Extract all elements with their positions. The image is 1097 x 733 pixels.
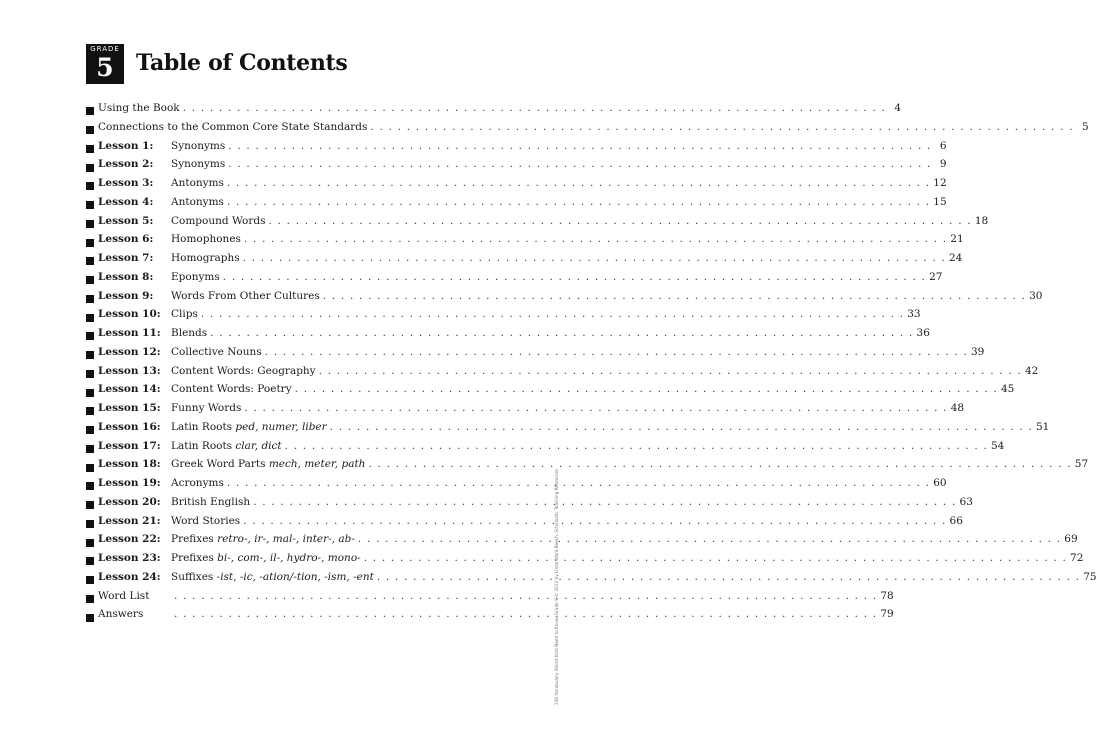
toc-entry-title-text: Collective Nouns	[171, 345, 262, 358]
toc-entry-title	[171, 383, 292, 395]
grade-number: 5	[96, 53, 114, 82]
leader-dots: . . . . . . . . . . . . . . . . . . . . . . . . . . . . . . . . . . . . . . . . . . . . . . . . . . . . . . . . . . . . . . . . . . . . . . . . . . . . . .	[174, 608, 878, 621]
toc-entry-title-text: Blends	[171, 327, 208, 339]
toc-entry-title-text: Antonyms	[171, 177, 224, 189]
leader-dots: . . . . . . . . . . . . . . . . . . . . . . . . . . . . . . . . . . . . . . . . . . . . . . . . . . . . . . . . . . . . . . . . . . . . . . . . . . . . . .	[244, 402, 948, 414]
toc-lesson-row	[86, 195, 947, 215]
toc-page-number: 30	[1029, 289, 1043, 302]
leader-dots: . . . . . . . . . . . . . . . . . . . . . . . . . . . . . . . . . . . . . . . . . . . . . . . . . . . . . . . . . . . . . . . . . . . . . . . . . . . . . .	[268, 214, 972, 227]
toc-lesson-row	[86, 139, 947, 159]
leader-dots: . . . . . . . . . . . . . . . . . . . . . . . . . . . . . . . . . . . . . . . . . . . . . . . . . . . . . . . . . . . . . . . . . . . . . . . . . . . . . .	[357, 533, 1062, 546]
toc-entry-title-text: British English	[171, 495, 251, 508]
toc-entry-title-text: Suffixes	[171, 570, 217, 583]
toc-page-number: 12	[933, 177, 947, 189]
toc-entry-label: Lesson 22:	[98, 533, 161, 546]
square-bullet-icon	[86, 314, 94, 322]
leader-dots: . . . . . . . . . . . . . . . . . . . . . . . . . . . . . . . . . . . . . . . . . . . . . . . . . . . . . . . . . . . . . . . . . . . . . . . . . . . . . .	[242, 252, 946, 264]
toc-entry-title	[171, 308, 198, 320]
toc-entry-label: Lesson 17:	[98, 439, 161, 452]
square-bullet-icon	[86, 520, 94, 528]
leader-dots: . . . . . . . . . . . . . . . . . . . . . . . . . . . . . . . . . . . . . . . . . . . . . . . . . . . . . . . . . . . . . . . . . . . . . . . . . . . . . .	[210, 327, 914, 339]
page-title: Table of Contents	[136, 50, 348, 76]
toc-page-number: 5	[1082, 120, 1089, 133]
toc-page-number: 33	[907, 308, 921, 321]
toc-lesson-row	[86, 308, 921, 327]
leader-dots: . . . . . . . . . . . . . . . . . . . . . . . . . . . . . . . . . . . . . . . . . . . . . . . . . . . . . . . . . . . . . . . . . . . . . . . . . . . . . .	[264, 345, 968, 358]
square-bullet-icon	[86, 107, 94, 115]
toc-entry-title-text: Homographs	[171, 252, 240, 264]
toc-lesson-row	[86, 345, 985, 365]
leader-dots: . . . . . . . . . . . . . . . . . . . . . . . . . . . . . . . . . . . . . . . . . . . . . . . . . . . . . . . . . . . . . . . . . . . . . . . . . . . . . .	[228, 158, 932, 171]
toc-page-number: 51	[1036, 420, 1050, 433]
square-bullet-icon	[86, 407, 94, 415]
toc-entry-title	[171, 365, 316, 377]
grade-badge	[86, 44, 124, 84]
toc-page-number: 9	[939, 158, 947, 171]
leader-dots: . . . . . . . . . . . . . . . . . . . . . . . . . . . . . . . . . . . . . . . . . . . . . . . . . . . . . . . . . . . . . . . . . . . . . . . . . . . . . .	[294, 383, 998, 396]
toc-entry-title-text: Antonyms	[171, 195, 224, 208]
grade-label: GRADE	[90, 45, 120, 53]
toc-entry-title-text: Latin Roots	[171, 420, 236, 433]
toc-lesson-row	[86, 289, 1043, 309]
toc-entry-label: Word List	[98, 589, 150, 602]
square-bullet-icon	[86, 295, 94, 303]
toc-entry-title-italic: ped, numer, liber	[235, 420, 327, 433]
toc-entry-label: Lesson 9:	[98, 289, 154, 302]
toc-lesson-row	[86, 439, 1005, 459]
toc-entry-title	[171, 327, 207, 339]
toc-page-number: 21	[950, 233, 964, 246]
toc-lesson-row	[86, 383, 1015, 402]
square-bullet-icon	[86, 164, 94, 172]
toc-lesson-row	[86, 533, 1078, 552]
toc-entry-title-text: Prefixes	[171, 533, 218, 546]
square-bullet-icon	[86, 576, 94, 584]
toc-entry-title-text: Funny Words	[171, 402, 242, 414]
toc-entry-label: Lesson 15:	[98, 402, 161, 414]
toc-entry-label: Lesson 23:	[98, 552, 161, 564]
leader-dots: . . . . . . . . . . . . . . . . . . . . . . . . . . . . . . . . . . . . . . . . . . . . . . . . . . . . . . . . . . . . . . . . . . . . . . . . . . . . . .	[200, 308, 905, 321]
toc-entry-label: Lesson 14:	[98, 383, 161, 396]
leader-dots: . . . . . . . . . . . . . . . . . . . . . . . . . . . . . . . . . . . . . . . . . . . . . . . . . . . . . . . . . . . . . . . . . . . . . . . . . . . . . .	[329, 420, 1033, 433]
toc-row	[86, 120, 1089, 140]
toc-entry-title	[171, 177, 224, 189]
toc-entry-title-text: Content Words: Geography	[171, 364, 316, 377]
toc-entry-title-text: Word Stories	[171, 514, 241, 527]
toc-entry-label: Lesson 24:	[98, 570, 161, 583]
toc-page-number: 66	[949, 514, 963, 527]
toc-entry-title-text: Compound Words	[171, 214, 266, 227]
leader-dots: . . . . . . . . . . . . . . . . . . . . . . . . . . . . . . . . . . . . . . . . . . . . . . . . . . . . . . . . . . . . . . . . . . . . . . . . . . . . . .	[174, 589, 878, 602]
toc-entry-label: Lesson 21:	[98, 514, 161, 527]
square-bullet-icon	[86, 595, 94, 603]
toc-entry-title	[171, 290, 320, 302]
leader-dots: . . . . . . . . . . . . . . . . . . . . . . . . . . . . . . . . . . . . . . . . . . . . . . . . . . . . . . . . . . . . . . . . . . . . . . . . . . . . . .	[228, 139, 932, 152]
toc-entry-label: Lesson 3:	[98, 177, 154, 189]
toc-lesson-row	[86, 158, 947, 177]
toc-page-number: 18	[974, 214, 989, 227]
leader-dots: . . . . . . . . . . . . . . . . . . . . . . . . . . . . . . . . . . . . . . . . . . . . . . . . . . . . . . . . . . . . . . . . . . . . . . . . . . . . . .	[243, 514, 947, 527]
toc-page-number: 6	[939, 139, 947, 152]
toc-page-number: 69	[1064, 533, 1078, 546]
toc-entry-title-text: Synonyms	[171, 158, 226, 171]
leader-dots: . . . . . . . . . . . . . . . . . . . . . . . . . . . . . . . . . . . . . . . . . . . . . . . . . . . . . . . . . . . . . . . . . . . . . . . . . . . . . .	[318, 364, 1022, 377]
toc-lesson-row	[86, 570, 1097, 590]
toc-entry-label: Lesson 16:	[98, 420, 161, 433]
square-bullet-icon	[86, 145, 94, 153]
square-bullet-icon	[86, 220, 94, 228]
leader-dots: . . . . . . . . . . . . . . . . . . . . . . . . . . . . . . . . . . . . . . . . . . . . . . . . . . . . . . . . . . . . . . . . . . . . . . . . . . . . . .	[376, 570, 1081, 583]
toc-entry-label: Lesson 5:	[98, 214, 154, 227]
toc-entry-title-text: Content Words: Poetry	[171, 383, 292, 396]
toc-entry-title-text: Prefixes	[171, 552, 218, 564]
toc-lesson-row	[86, 270, 943, 290]
toc-entry-title	[171, 440, 282, 452]
toc-entry-label: Answers	[98, 608, 144, 621]
toc-entry-title	[171, 346, 262, 358]
toc-entry-title-text: Homophones	[171, 233, 241, 246]
toc-entry-title	[171, 496, 250, 508]
toc-page-number: 78	[880, 589, 894, 602]
toc-entry-label: Using the Book	[98, 102, 180, 114]
toc-entry-title	[171, 252, 240, 264]
toc-entry-label: Lesson 19:	[98, 477, 161, 489]
toc-page-number: 48	[950, 402, 965, 414]
leader-dots: . . . . . . . . . . . . . . . . . . . . . . . . . . . . . . . . . . . . . . . . . . . . . . . . . . . . . . . . . . . . . . . . . . . . . . . . . . . . . .	[222, 270, 927, 283]
toc-lesson-row	[86, 252, 963, 271]
toc-page-number: 24	[948, 252, 963, 264]
toc-page-number: 36	[916, 327, 930, 339]
square-bullet-icon	[86, 239, 94, 247]
toc-page-number: 39	[971, 345, 985, 358]
square-bullet-icon	[86, 426, 94, 434]
toc-entry-label: Lesson 12:	[98, 345, 161, 358]
toc-page-number: 75	[1083, 570, 1097, 583]
leader-dots: . . . . . . . . . . . . . . . . . . . . . . . . . . . . . . . . . . . . . . . . . . . . . . . . . . . . . . . . . . . . . . . . . . . . . . . . . . . . . .	[226, 177, 931, 189]
leader-dots: . . . . . . . . . . . . . . . . . . . . . . . . . . . . . . . . . . . . . . . . . . . . . . . . . . . . . . . . . . . . . . . . . . . . . . . . . . . . . .	[226, 477, 931, 489]
toc-entry-title-text: Latin Roots	[171, 439, 236, 452]
toc-entry-label: Lesson 7:	[98, 252, 154, 264]
toc-entry-title	[171, 233, 241, 245]
square-bullet-icon	[86, 351, 94, 359]
toc-entry-label: Lesson 6:	[98, 233, 154, 246]
toc-entry-title	[171, 421, 327, 433]
toc-lesson-row	[86, 458, 1089, 477]
toc-entry-label: Lesson 11:	[98, 327, 161, 339]
square-bullet-icon	[86, 201, 94, 209]
square-bullet-icon	[86, 482, 94, 490]
side-credit: 240 Vocabulary Words Kids Need to Know: Grade 5 © 2012 by Linda Ward Beech, Scholastic Teaching Resources	[554, 468, 559, 705]
square-bullet-icon	[86, 445, 94, 453]
square-bullet-icon	[86, 501, 94, 509]
toc-entry-title	[171, 140, 225, 152]
toc-row	[86, 102, 902, 121]
toc-lesson-row	[86, 477, 947, 496]
toc-entry-label: Lesson 2:	[98, 158, 154, 171]
toc-page-number: 42	[1024, 364, 1039, 377]
toc-page-number: 79	[880, 608, 894, 621]
toc-entry-title-italic: bi-, com-, il-, hydro-, mono-	[217, 552, 361, 564]
toc-page-number: 60	[933, 477, 947, 489]
toc-entry-title-italic: clar, dict	[235, 439, 282, 452]
toc-entry-title	[171, 158, 225, 170]
leader-dots: . . . . . . . . . . . . . . . . . . . . . . . . . . . . . . . . . . . . . . . . . . . . . . . . . . . . . . . . . . . . . . . . . . . . . . . . . . . . . .	[243, 233, 948, 246]
toc-page-number: 63	[959, 495, 973, 508]
toc-entry-title-text: Acronyms	[171, 477, 224, 489]
toc-lesson-row	[86, 214, 989, 234]
toc-lesson-row	[86, 364, 1039, 384]
square-bullet-icon	[86, 257, 94, 265]
toc-entry-title	[171, 533, 355, 545]
toc-entry-title	[171, 196, 224, 208]
toc-entry-label: Lesson 20:	[98, 495, 161, 508]
toc-entry-title	[171, 552, 361, 564]
toc-entry-title-italic: -ist, -ic, -ation/-tion, -ism, -ent	[216, 570, 374, 583]
toc-page-number: 57	[1074, 458, 1089, 471]
toc-page-number: 4	[894, 102, 902, 114]
square-bullet-icon	[86, 464, 94, 472]
leader-dots: . . . . . . . . . . . . . . . . . . . . . . . . . . . . . . . . . . . . . . . . . . . . . . . . . . . . . . . . . . . . . . . . . . . . . . . . . . . . . .	[368, 458, 1072, 471]
toc-lesson-row	[86, 552, 1084, 571]
leader-dots: . . . . . . . . . . . . . . . . . . . . . . . . . . . . . . . . . . . . . . . . . . . . . . . . . . . . . . . . . . . . . . . . . . . . . . . . . . . . . .	[226, 195, 931, 208]
toc-entry-title-italic: retro-, ir-, mal-, inter-, ab-	[217, 533, 355, 546]
toc-entry-title	[171, 215, 265, 227]
toc-entry-label: Lesson 1:	[98, 139, 154, 152]
toc-entry-title-italic: mech, meter, path	[268, 458, 366, 471]
leader-dots: . . . . . . . . . . . . . . . . . . . . . . . . . . . . . . . . . . . . . . . . . . . . . . . . . . . . . . . . . . . . . . . . . . . . . . . . . . . . . .	[322, 289, 1027, 302]
toc-page-number: 72	[1070, 552, 1084, 564]
toc-lesson-row	[86, 402, 965, 421]
toc-entry-title	[171, 271, 220, 283]
toc-entry-title-text: Clips	[171, 308, 198, 321]
leader-dots: . . . . . . . . . . . . . . . . . . . . . . . . . . . . . . . . . . . . . . . . . . . . . . . . . . . . . . . . . . . . . . . . . . . . . . . . . . . . . .	[253, 495, 957, 508]
square-bullet-icon	[86, 276, 94, 284]
toc-entry-title	[171, 402, 241, 414]
square-bullet-icon	[86, 539, 94, 547]
toc-lesson-row	[86, 514, 963, 534]
toc-entry-title-text: Eponyms	[171, 270, 220, 283]
leader-dots: . . . . . . . . . . . . . . . . . . . . . . . . . . . . . . . . . . . . . . . . . . . . . . . . . . . . . . . . . . . . . . . . . . . . . . . . . . . . . .	[370, 120, 1074, 133]
toc-page-number: 15	[933, 195, 947, 208]
toc-entry-title-text: Words From Other Cultures	[171, 289, 320, 302]
square-bullet-icon	[86, 370, 94, 378]
square-bullet-icon	[86, 126, 94, 134]
toc-entry-label: Lesson 18:	[98, 458, 161, 471]
square-bullet-icon	[86, 614, 94, 622]
toc-entry-label: Lesson 8:	[98, 270, 154, 283]
toc-row	[86, 589, 894, 609]
square-bullet-icon	[86, 557, 94, 565]
leader-dots: . . . . . . . . . . . . . . . . . . . . . . . . . . . . . . . . . . . . . . . . . . . . . . . . . . . . . . . . . . . . . . . . . . . . . . . . . . . . . .	[284, 439, 988, 452]
toc-entry-title	[171, 515, 240, 527]
toc-entry-label: Connections to the Common Core State Standards	[98, 120, 368, 133]
toc-entry-label: Lesson 10:	[98, 308, 161, 321]
toc-page-number: 27	[929, 270, 943, 283]
square-bullet-icon	[86, 389, 94, 397]
toc-entry-title-text: Synonyms	[171, 139, 226, 152]
toc-row	[86, 608, 894, 627]
toc-entry-title-text: Greek Word Parts	[171, 458, 269, 471]
toc-entry-label: Lesson 4:	[98, 195, 154, 208]
toc-lesson-row	[86, 495, 973, 515]
toc-entry-title	[171, 477, 224, 489]
toc-lesson-row	[86, 327, 930, 346]
toc-lesson-row	[86, 420, 1050, 440]
toc-entry-label: Lesson 13:	[98, 364, 161, 377]
toc-page-number: 45	[1000, 383, 1015, 396]
leader-dots: . . . . . . . . . . . . . . . . . . . . . . . . . . . . . . . . . . . . . . . . . . . . . . . . . . . . . . . . . . . . . . . . . . . . . . . . . . . . . .	[363, 552, 1068, 564]
toc-entry-title	[171, 458, 365, 470]
toc-lesson-row	[86, 233, 964, 252]
toc-lesson-row	[86, 177, 947, 196]
square-bullet-icon	[86, 182, 94, 190]
toc-entry-title	[171, 571, 374, 583]
leader-dots: . . . . . . . . . . . . . . . . . . . . . . . . . . . . . . . . . . . . . . . . . . . . . . . . . . . . . . . . . . . . . . . . . . . . . . . . . . . . . .	[182, 102, 887, 114]
square-bullet-icon	[86, 332, 94, 340]
toc-page-number: 54	[990, 439, 1005, 452]
